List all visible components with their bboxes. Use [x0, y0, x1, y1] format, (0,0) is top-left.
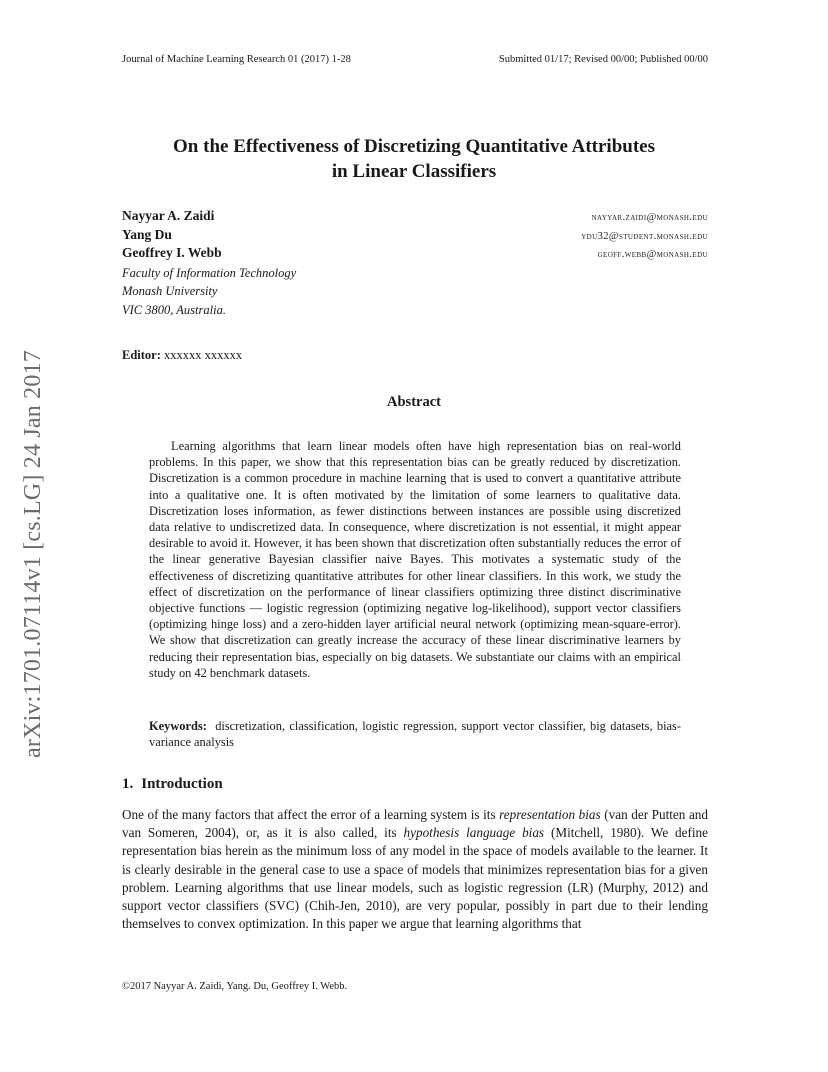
keywords-text: discretization, classification, logistic regression, support vector classifier, big datasets, bias-variance analysis — [149, 719, 681, 750]
affiliation-line: Monash University — [122, 284, 218, 298]
keywords-label: Keywords: — [149, 719, 207, 733]
running-head — [122, 54, 708, 65]
author-email: ydu32@student.monash.edu — [581, 230, 708, 242]
journal-info: Journal of Machine Learning Research 01 (2017) 1-28 — [122, 54, 351, 65]
affiliation-line: Faculty of Information Technology — [122, 265, 297, 280]
editor-label: Editor: — [122, 348, 161, 362]
author-name: Yang Du — [122, 226, 172, 242]
author-name: Geoffrey I. Webb — [122, 245, 222, 260]
intro-emphasis: hypothesis language bias — [403, 825, 545, 841]
copyright-footer: ©2017 Nayyar A. Zaidi, Yang. Du, Geoffrey I. Webb. — [122, 981, 348, 992]
author-email: nayyar.zaidi@monash.edu — [591, 212, 708, 223]
author-email: geoff.webb@monash.edu — [597, 249, 708, 260]
submission-info: Submitted 01/17; Revised 00/00; Published 00/00 — [498, 54, 708, 65]
keywords — [149, 718, 681, 750]
intro-text: (van der Putten and van Someren, 2004), or, as it is also called, its — [122, 807, 708, 841]
intro-emphasis: representation bias — [499, 807, 601, 822]
abstract-heading: Abstract — [387, 394, 441, 410]
intro-text: One of the many factors that affect the error of a learning system is its — [122, 807, 500, 822]
paper-title — [100, 134, 728, 184]
section-heading — [122, 776, 223, 793]
section-title: Introduction — [141, 776, 223, 792]
author-block — [122, 208, 708, 319]
author-name: Nayyar A. Zaidi — [122, 208, 215, 223]
editor-value: xxxxxx xxxxxx — [164, 348, 243, 362]
editor-line — [122, 348, 242, 363]
affiliation-line: VIC 3800, Australia. — [122, 302, 226, 317]
author-row — [122, 245, 708, 264]
abstract-text: Learning algorithms that learn linear models often have high representation bias on real-world problems. In this paper, we show that this representation bias can be greatly reduced by discretization. Discretization is a common procedure in machine learning that is used to convert a quantitative attribute into a qualitative one. It is often motivated by the limitation of some learners to qualitative data. Discretization loses information, as fewer distinctions between instances are possible using discretized data relative to undiscretized data. In consequence, where discretization is not essential, it might appear desirable to avoid it. However, it has been shown that discretization often substantially reduces the error of the linear generative Bayesian classifier naive Bayes. This motivates a systematic study of the effectiveness of discretizing quantitative attributes for other linear classifiers. In this work, we study the effect of discretization on the performance of linear classifiers optimizing three distinct discriminative objective functions — logistic regression (optimizing negative log-likelihood), support vector classifiers (optimizing hinge loss) and a zero-hidden layer artificial neural network (optimizing mean-square-error). We show that discretization can greatly increase the accuracy of these linear discriminative learners by reducing their representation bias, especially on big datasets. We substantiate our claims with an empirical study on 42 benchmark datasets. — [149, 439, 681, 680]
author-row — [122, 208, 708, 227]
section-number: 1. — [122, 776, 134, 792]
intro-text: (Mitchell, 1980). We define representation bias herein as the minimum loss of any model in the space of models available to the learner. It is clearly desirable in the general case to use a space of models that minimizes representation bias for a given problem. Learning algorithms that use linear models, such as logistic regression (LR) (Murphy, 2012) and support vector classifiers (SVC) (Chih-Jen, 2010), are very popular, possibly in part due to their lending themselves to convex optimization. In this paper we argue that learning algorithms that — [122, 825, 709, 932]
title-line-2: in Linear Classifiers — [331, 161, 497, 182]
arxiv-stamp: arXiv:1701.07114v1 [cs.LG] 24 Jan 2017 — [20, 350, 46, 758]
intro-paragraph — [122, 806, 708, 933]
title-line-1: On the Effectiveness of Discretizing Quantitative Attributes — [173, 136, 655, 157]
author-row — [122, 227, 708, 246]
